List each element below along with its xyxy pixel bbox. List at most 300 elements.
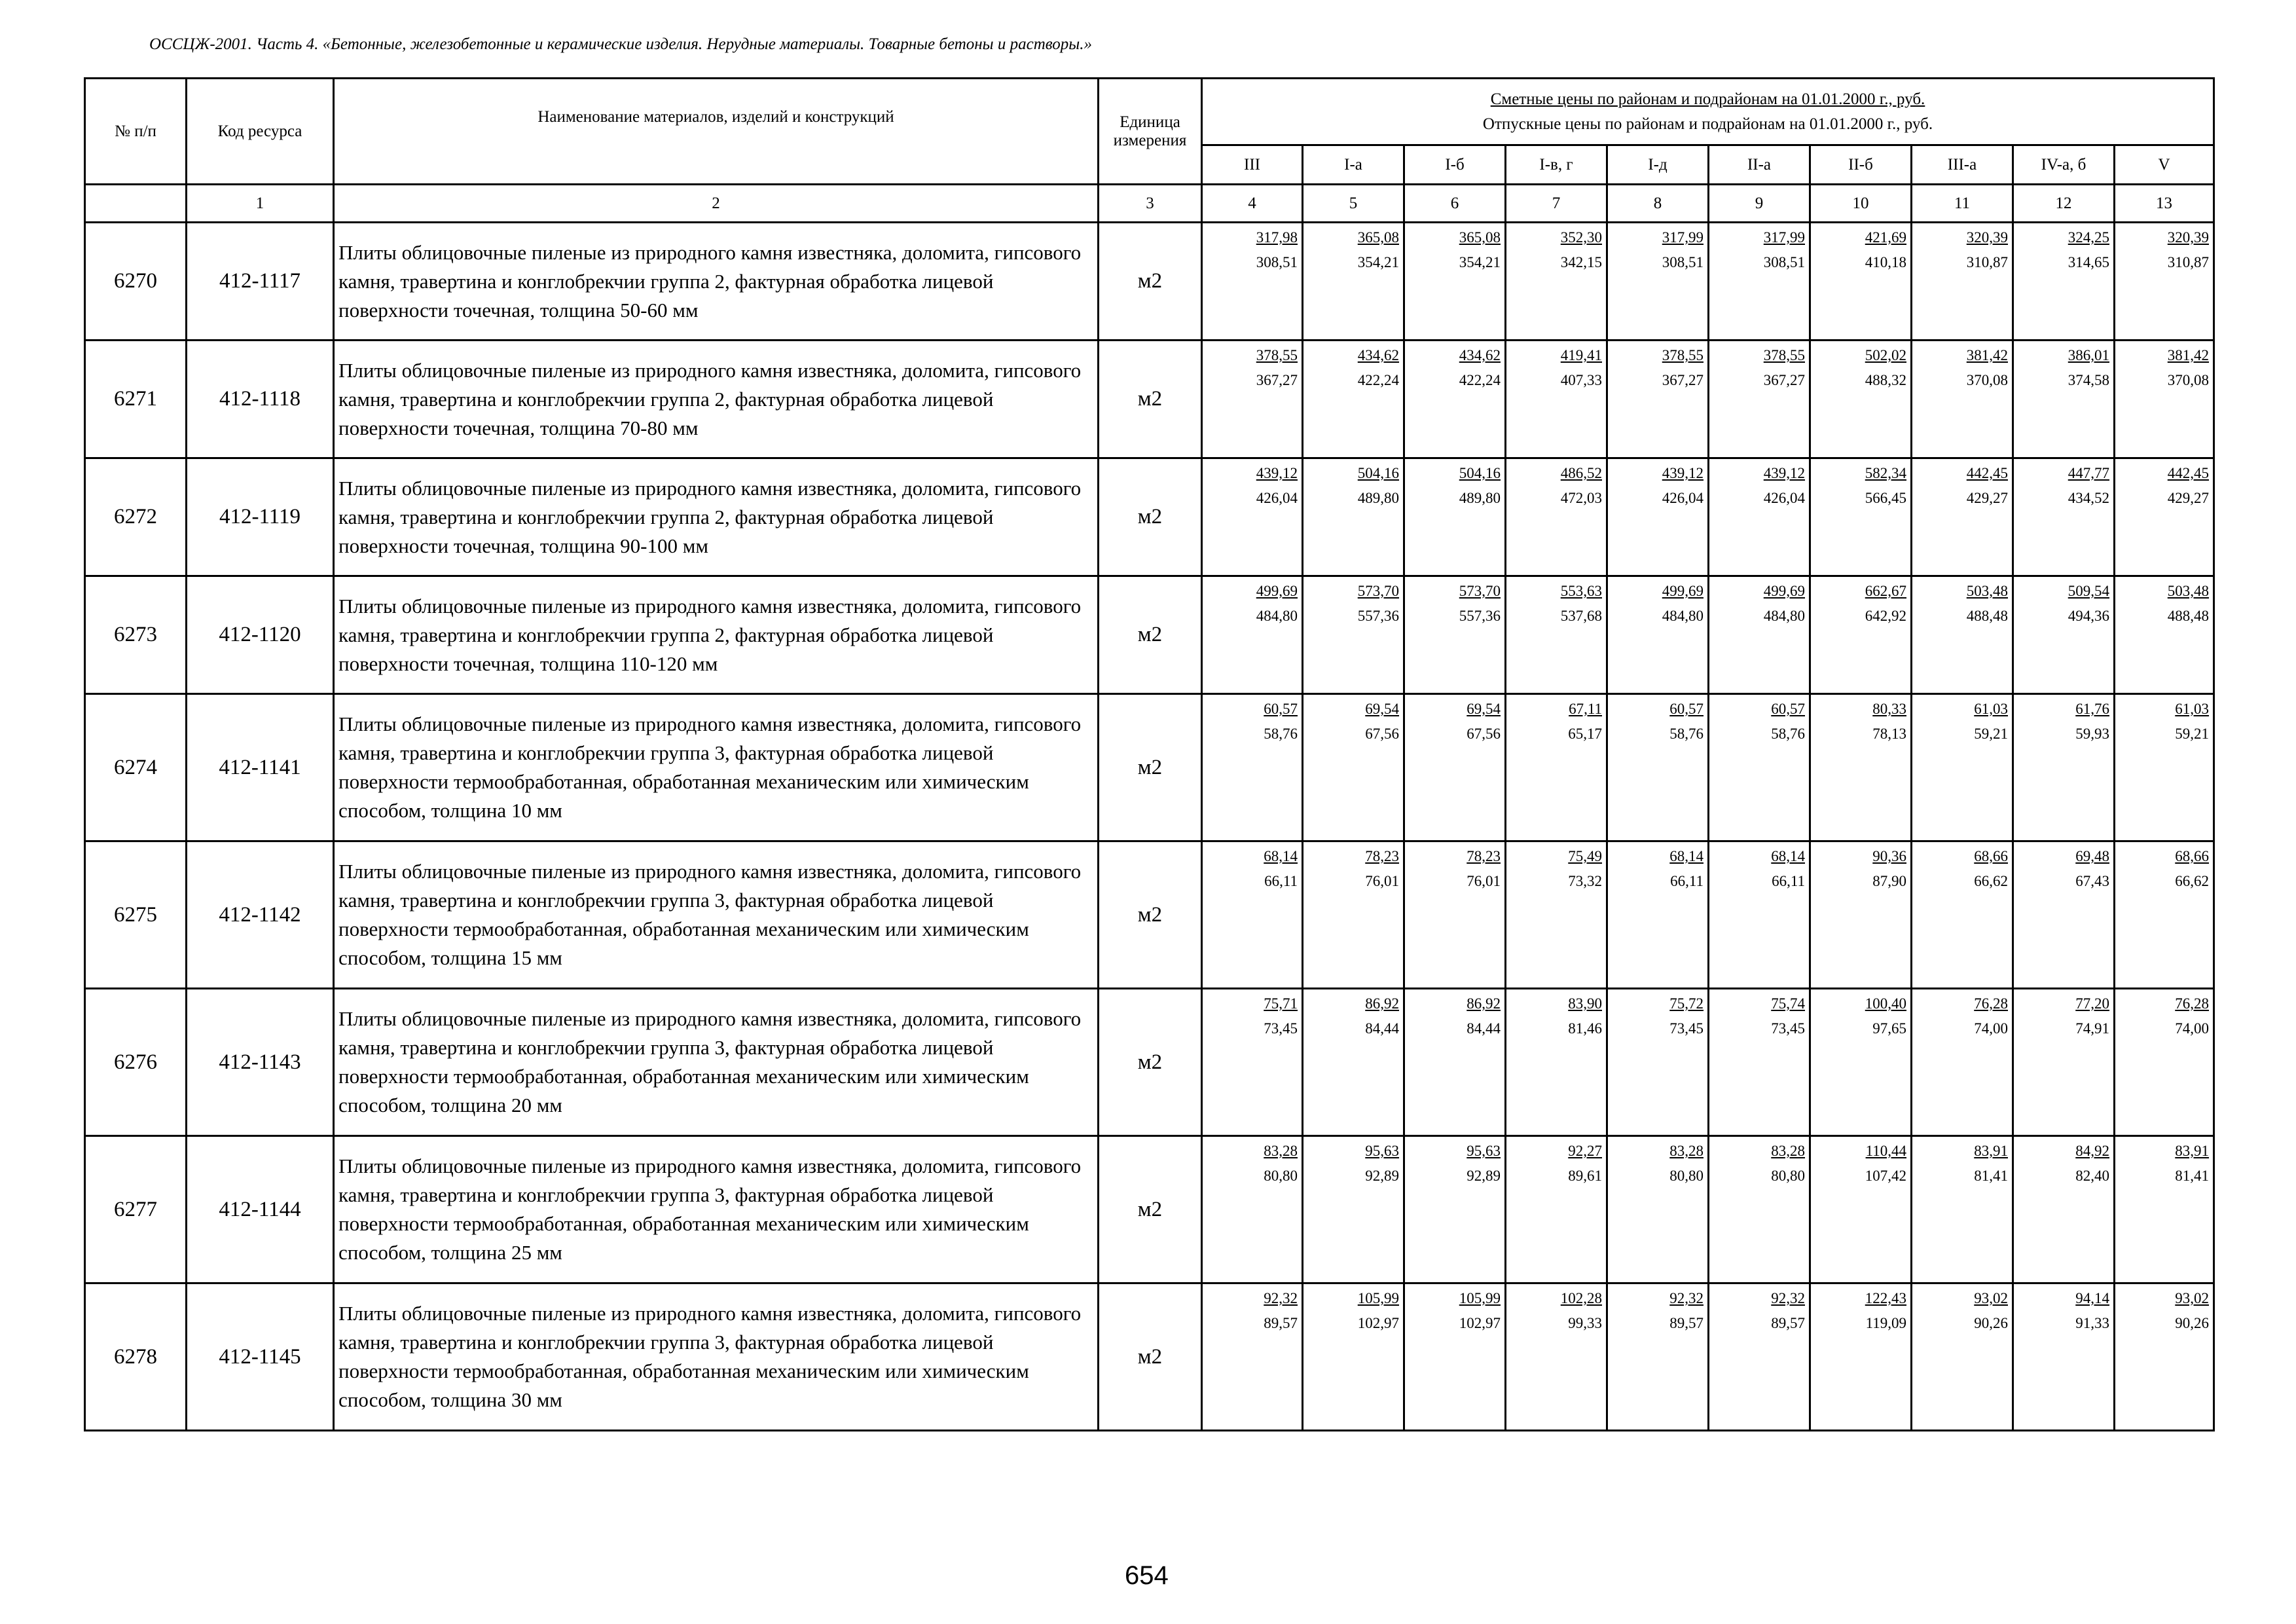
release-price: 73,45: [1771, 1020, 1805, 1037]
price-cell: [1202, 1283, 1303, 1431]
estimate-price: 105,99: [1459, 1290, 1501, 1306]
estimate-price: 386,01: [2068, 347, 2109, 363]
price-cell: [1912, 694, 2013, 841]
release-price: 308,51: [1662, 254, 1704, 270]
release-price: 566,45: [1865, 490, 1906, 506]
estimate-price: 75,74: [1771, 995, 1805, 1012]
price-cell: [1607, 458, 1709, 576]
price-cell: [1810, 1136, 1912, 1283]
price-cell: [1202, 1136, 1303, 1283]
release-price: 81,41: [2175, 1168, 2210, 1184]
release-price: 308,51: [1256, 254, 1298, 270]
unit-of-measure: м2: [1099, 576, 1202, 694]
price-cell: [1912, 841, 2013, 989]
release-price: 484,80: [1763, 608, 1805, 624]
resource-code: 412-1141: [187, 694, 334, 841]
estimate-price: 60,57: [1771, 701, 1805, 717]
estimate-price: 60,57: [1669, 701, 1704, 717]
release-price: 73,45: [1669, 1020, 1704, 1037]
release-price: 92,89: [1467, 1168, 1501, 1184]
price-cell: [1810, 223, 1912, 341]
estimate-price: 317,99: [1763, 229, 1805, 246]
estimate-price: 93,02: [2175, 1290, 2210, 1306]
price-cell: [1607, 1283, 1709, 1431]
resource-code: 412-1119: [187, 458, 334, 576]
row-number: 6275: [85, 841, 187, 989]
price-cell: [1810, 576, 1912, 694]
price-cell: [1303, 341, 1404, 458]
release-price: 87,90: [1872, 873, 1906, 889]
release-price: 367,27: [1256, 372, 1298, 388]
resource-code: 412-1118: [187, 341, 334, 458]
estimate-price: 442,45: [1966, 465, 2008, 481]
release-price: 84,44: [1467, 1020, 1501, 1037]
release-price: 80,80: [1669, 1168, 1704, 1184]
price-cell: [1912, 576, 2013, 694]
price-cell: [1607, 694, 1709, 841]
col-number: 12: [2013, 185, 2115, 223]
estimate-price: 503,48: [2167, 583, 2210, 599]
release-price: 59,93: [2075, 726, 2109, 742]
release-price: 367,27: [1662, 372, 1704, 388]
estimate-price: 67,11: [1569, 701, 1602, 717]
price-cell: [1912, 341, 2013, 458]
release-price: 74,91: [2075, 1020, 2109, 1037]
estimate-price: 439,12: [1763, 465, 1805, 481]
col-number: 8: [1607, 185, 1709, 223]
price-cell: [1404, 576, 1506, 694]
estimate-price: 68,14: [1669, 848, 1704, 864]
unit-of-measure: м2: [1099, 989, 1202, 1136]
price-cell: [1506, 841, 1607, 989]
region-header: II-а: [1709, 145, 1810, 185]
release-price: 119,09: [1865, 1315, 1906, 1331]
estimate-price: 69,54: [1467, 701, 1501, 717]
release-price: 66,62: [1974, 873, 2008, 889]
estimate-price: 95,63: [1365, 1143, 1399, 1159]
estimate-price: 60,57: [1264, 701, 1298, 717]
region-header: III-а: [1912, 145, 2013, 185]
price-cell: [2115, 989, 2214, 1136]
price-cell: [1303, 989, 1404, 1136]
price-cell: [1202, 576, 1303, 694]
price-cell: [1404, 1136, 1506, 1283]
estimate-price: 503,48: [1966, 583, 2008, 599]
release-price: 74,00: [1974, 1020, 2008, 1037]
release-price: 73,45: [1264, 1020, 1298, 1037]
price-cell: [1202, 694, 1303, 841]
estimate-price: 122,43: [1865, 1290, 1906, 1306]
release-price: 484,80: [1662, 608, 1704, 624]
estimate-price: 419,41: [1560, 347, 1602, 363]
price-cell: [1607, 1136, 1709, 1283]
col-number: 3: [1099, 185, 1202, 223]
material-name: Плиты облицовочные пиленые из природного камня известняка, доломита, гипсового камня, травертина и конглобрекчии группа 3, фактурная обработка лицевой поверхности термообработанная, обработанная механическим или химическим способом, толщина 15 мм: [334, 841, 1099, 989]
estimate-price: 365,08: [1459, 229, 1501, 246]
price-cell: [1404, 841, 1506, 989]
estimate-price: 504,16: [1459, 465, 1501, 481]
price-cell: [1506, 576, 1607, 694]
release-price: 422,24: [1459, 372, 1501, 388]
estimate-price: 110,44: [1865, 1143, 1906, 1159]
estimate-price: 378,55: [1763, 347, 1805, 363]
price-cell: [1404, 341, 1506, 458]
price-cell: [1506, 694, 1607, 841]
price-cell: [1709, 223, 1810, 341]
table-row: [85, 1136, 2214, 1283]
estimate-price: 68,14: [1264, 848, 1298, 864]
release-price: 81,46: [1568, 1020, 1602, 1037]
release-price: 89,57: [1771, 1315, 1805, 1331]
unit-of-measure: м2: [1099, 694, 1202, 841]
unit-of-measure: м2: [1099, 223, 1202, 341]
price-cell: [1709, 341, 1810, 458]
release-price: 67,56: [1467, 726, 1501, 742]
release-price: 84,44: [1365, 1020, 1399, 1037]
col-number: 2: [334, 185, 1099, 223]
price-cell: [2115, 694, 2214, 841]
release-price: 370,08: [2167, 372, 2210, 388]
unit-of-measure: м2: [1099, 341, 1202, 458]
price-cell: [1506, 458, 1607, 576]
release-price: 107,42: [1865, 1168, 1906, 1184]
table-row: [85, 458, 2214, 576]
table-row: [85, 576, 2214, 694]
price-cell: [1506, 989, 1607, 1136]
estimate-price: 320,39: [2167, 229, 2210, 246]
price-cell: [1810, 1283, 1912, 1431]
estimate-price: 78,23: [1365, 848, 1399, 864]
estimate-price: 434,62: [1357, 347, 1399, 363]
row-number: 6277: [85, 1136, 187, 1283]
release-price: 488,48: [1966, 608, 2008, 624]
estimate-price: 80,33: [1872, 701, 1906, 717]
release-price: 102,97: [1459, 1315, 1501, 1331]
row-number: 6274: [85, 694, 187, 841]
col-number: 6: [1404, 185, 1506, 223]
estimate-price: 61,76: [2075, 701, 2109, 717]
estimate-price: 105,99: [1357, 1290, 1399, 1306]
price-cell: [2115, 1136, 2214, 1283]
release-price: 422,24: [1357, 372, 1399, 388]
price-table: [84, 77, 2215, 1431]
price-cell: [1607, 841, 1709, 989]
estimate-price: 439,12: [1256, 465, 1298, 481]
row-number: 6272: [85, 458, 187, 576]
price-cell: [1810, 989, 1912, 1136]
col-name-header: Наименование материалов, изделий и конструкций: [334, 79, 1099, 185]
price-cell: [1709, 1136, 1810, 1283]
col-number-empty: [85, 185, 187, 223]
price-cell: [1912, 989, 2013, 1136]
resource-code: 412-1120: [187, 576, 334, 694]
estimate-price: 434,62: [1459, 347, 1501, 363]
estimate-price: 553,63: [1560, 583, 1602, 599]
price-cell: [1303, 1136, 1404, 1283]
release-price: 74,00: [2175, 1020, 2210, 1037]
estimate-price: 582,34: [1865, 465, 1906, 481]
release-price: 99,33: [1568, 1315, 1602, 1331]
estimate-price: 421,69: [1865, 229, 1906, 246]
estimate-price: 92,32: [1771, 1290, 1805, 1306]
release-price: 429,27: [2167, 490, 2210, 506]
price-cell: [1607, 989, 1709, 1136]
material-name: Плиты облицовочные пиленые из природного камня известняка, доломита, гипсового камня, травертина и конглобрекчии группа 3, фактурная обработка лицевой поверхности термообработанная, обработанная механическим или химическим способом, толщина 25 мм: [334, 1136, 1099, 1283]
release-price: 80,80: [1771, 1168, 1805, 1184]
col-number: 1: [187, 185, 334, 223]
price-cell: [1404, 458, 1506, 576]
unit-of-measure: м2: [1099, 841, 1202, 989]
release-price: 91,33: [2075, 1315, 2109, 1331]
estimate-price: 352,30: [1560, 229, 1602, 246]
header-row: [85, 79, 2214, 145]
estimate-price: 92,32: [1264, 1290, 1298, 1306]
col-number: 10: [1810, 185, 1912, 223]
region-header: I-в, г: [1506, 145, 1607, 185]
estimate-price: 378,55: [1662, 347, 1704, 363]
price-cell: [2115, 341, 2214, 458]
release-price: 90,26: [1974, 1315, 2008, 1331]
estimate-price: 75,71: [1264, 995, 1298, 1012]
price-cell: [1303, 576, 1404, 694]
estimate-price: 486,52: [1560, 465, 1602, 481]
row-number: 6276: [85, 989, 187, 1136]
release-price: 537,68: [1560, 608, 1602, 624]
row-number: 6273: [85, 576, 187, 694]
release-price: 78,13: [1872, 726, 1906, 742]
estimate-price: 499,69: [1763, 583, 1805, 599]
estimate-price: 381,42: [2167, 347, 2210, 363]
release-price: 426,04: [1662, 490, 1704, 506]
price-cell: [1810, 341, 1912, 458]
estimate-price: 509,54: [2068, 583, 2109, 599]
estimate-price: 84,92: [2075, 1143, 2109, 1159]
release-price: 557,36: [1357, 608, 1399, 624]
price-cell: [1202, 341, 1303, 458]
release-price: 374,58: [2068, 372, 2109, 388]
price-cell: [2115, 576, 2214, 694]
price-cell: [1506, 1136, 1607, 1283]
region-header: III: [1202, 145, 1303, 185]
price-cell: [1810, 694, 1912, 841]
material-name: Плиты облицовочные пиленые из природного камня известняка, доломита, гипсового камня, травертина и конглобрекчии группа 3, фактурная обработка лицевой поверхности термообработанная, обработанная механическим или химическим способом, толщина 10 мм: [334, 694, 1099, 841]
prices-header: [1202, 79, 2214, 145]
col-num-header: № п/п: [85, 79, 187, 185]
price-cell: [1202, 989, 1303, 1136]
col-number: 4: [1202, 185, 1303, 223]
price-cell: [1912, 1283, 2013, 1431]
document-header: ОССЦЖ-2001. Часть 4. «Бетонные, железобетонные и керамические изделия. Нерудные материалы. Товарные бетоны и растворы.»: [149, 35, 1092, 53]
estimate-price: 86,92: [1467, 995, 1501, 1012]
release-price: 410,18: [1865, 254, 1906, 270]
estimate-price: 317,98: [1256, 229, 1298, 246]
estimate-price: 317,99: [1662, 229, 1704, 246]
price-cell: [2013, 1136, 2115, 1283]
estimate-price: 68,66: [1974, 848, 2008, 864]
price-cell: [1709, 1283, 1810, 1431]
release-price: 489,80: [1357, 490, 1399, 506]
estimate-price: 83,91: [1974, 1143, 2008, 1159]
price-cell: [1912, 458, 2013, 576]
estimate-price: 68,66: [2175, 848, 2210, 864]
row-number: 6271: [85, 341, 187, 458]
material-name: Плиты облицовочные пиленые из природного камня известняка, доломита, гипсового камня, травертина и конглобрекчии группа 2, фактурная обработка лицевой поверхности точечная, толщина 90-100 мм: [334, 458, 1099, 576]
release-price: 76,01: [1365, 873, 1399, 889]
col-number: 5: [1303, 185, 1404, 223]
release-price: 66,11: [1670, 873, 1704, 889]
estimate-price: 381,42: [1966, 347, 2008, 363]
price-cell: [1506, 223, 1607, 341]
release-price: 354,21: [1459, 254, 1501, 270]
estimate-price: 439,12: [1662, 465, 1704, 481]
price-cell: [2115, 458, 2214, 576]
region-header: IV-а, б: [2013, 145, 2115, 185]
estimate-price: 442,45: [2167, 465, 2210, 481]
price-cell: [2013, 223, 2115, 341]
estimate-price: 75,49: [1568, 848, 1602, 864]
estimate-price: 573,70: [1459, 583, 1501, 599]
price-cell: [2013, 341, 2115, 458]
estimate-price: 447,77: [2068, 465, 2109, 481]
estimate-price: 83,90: [1568, 995, 1602, 1012]
price-cell: [1202, 458, 1303, 576]
price-cell: [1607, 223, 1709, 341]
price-cell: [1303, 1283, 1404, 1431]
price-cell: [1303, 223, 1404, 341]
estimate-price: 90,36: [1872, 848, 1906, 864]
release-price: 310,87: [1966, 254, 2008, 270]
release-price: 58,76: [1669, 726, 1704, 742]
release-price: 488,32: [1865, 372, 1906, 388]
release-price: 308,51: [1763, 254, 1805, 270]
price-cell: [1506, 341, 1607, 458]
unit-of-measure: м2: [1099, 1283, 1202, 1431]
price-cell: [2013, 576, 2115, 694]
price-cell: [2013, 841, 2115, 989]
estimate-price: 86,92: [1365, 995, 1399, 1012]
table-row: [85, 1283, 2214, 1431]
release-price: 472,03: [1560, 490, 1602, 506]
release-price: 73,32: [1568, 873, 1602, 889]
col-number: 9: [1709, 185, 1810, 223]
price-cell: [1202, 223, 1303, 341]
region-header: I-а: [1303, 145, 1404, 185]
price-cell: [1709, 576, 1810, 694]
table-row: [85, 694, 2214, 841]
material-name: Плиты облицовочные пиленые из природного камня известняка, доломита, гипсового камня, травертина и конглобрекчии группа 2, фактурная обработка лицевой поверхности точечная, толщина 50-60 мм: [334, 223, 1099, 341]
price-cell: [1709, 694, 1810, 841]
estimate-price: 78,23: [1467, 848, 1501, 864]
release-price: 66,62: [2175, 873, 2210, 889]
page-number: 654: [1125, 1561, 1169, 1590]
resource-code: 412-1145: [187, 1283, 334, 1431]
release-price: 92,89: [1365, 1168, 1399, 1184]
release-price: 642,92: [1865, 608, 1906, 624]
estimate-price: 61,03: [1974, 701, 2008, 717]
resource-code: 412-1143: [187, 989, 334, 1136]
price-cell: [2115, 1283, 2214, 1431]
estimate-price: 83,28: [1771, 1143, 1805, 1159]
estimate-price: 92,27: [1568, 1143, 1602, 1159]
row-number: 6278: [85, 1283, 187, 1431]
release-price: 67,43: [2075, 873, 2109, 889]
region-header: I-б: [1404, 145, 1506, 185]
release-price: 82,40: [2075, 1168, 2109, 1184]
release-price: 314,65: [2068, 254, 2109, 270]
release-price: 557,36: [1459, 608, 1501, 624]
estimate-price: 83,28: [1669, 1143, 1704, 1159]
material-name: Плиты облицовочные пиленые из природного камня известняка, доломита, гипсового камня, травертина и конглобрекчии группа 3, фактурная обработка лицевой поверхности термообработанная, обработанная механическим или химическим способом, толщина 20 мм: [334, 989, 1099, 1136]
price-cell: [1607, 341, 1709, 458]
prices-title-estimate: Сметные цены по районам и подрайонам на 01.01.2000 г., руб.: [1490, 90, 1925, 108]
price-cell: [1303, 458, 1404, 576]
price-cell: [1404, 989, 1506, 1136]
release-price: 370,08: [1966, 372, 2008, 388]
price-cell: [1709, 989, 1810, 1136]
estimate-price: 573,70: [1357, 583, 1399, 599]
release-price: 407,33: [1560, 372, 1602, 388]
estimate-price: 662,67: [1865, 583, 1906, 599]
release-price: 97,65: [1872, 1020, 1906, 1037]
region-header: V: [2115, 145, 2214, 185]
release-price: 367,27: [1763, 372, 1805, 388]
price-cell: [1303, 841, 1404, 989]
col-number: 7: [1506, 185, 1607, 223]
material-name: Плиты облицовочные пиленые из природного камня известняка, доломита, гипсового камня, травертина и конглобрекчии группа 2, фактурная обработка лицевой поверхности точечная, толщина 110-120 мм: [334, 576, 1099, 694]
table-row: [85, 989, 2214, 1136]
price-cell: [2013, 1283, 2115, 1431]
estimate-price: 77,20: [2075, 995, 2109, 1012]
price-cell: [1303, 694, 1404, 841]
release-price: 488,48: [2167, 608, 2210, 624]
price-cell: [1607, 576, 1709, 694]
release-price: 89,61: [1568, 1168, 1602, 1184]
unit-of-measure: м2: [1099, 458, 1202, 576]
price-cell: [1912, 1136, 2013, 1283]
release-price: 65,17: [1568, 726, 1602, 742]
release-price: 484,80: [1256, 608, 1298, 624]
estimate-price: 83,91: [2175, 1143, 2210, 1159]
release-price: 102,97: [1357, 1315, 1399, 1331]
price-cell: [1506, 1283, 1607, 1431]
release-price: 426,04: [1763, 490, 1805, 506]
release-price: 434,52: [2068, 490, 2109, 506]
release-price: 354,21: [1357, 254, 1399, 270]
release-price: 429,27: [1966, 490, 2008, 506]
price-cell: [1404, 1283, 1506, 1431]
price-cell: [1709, 458, 1810, 576]
release-price: 67,56: [1365, 726, 1399, 742]
estimate-price: 69,54: [1365, 701, 1399, 717]
release-price: 76,01: [1467, 873, 1501, 889]
region-header: I-д: [1607, 145, 1709, 185]
estimate-price: 504,16: [1357, 465, 1399, 481]
estimate-price: 324,25: [2068, 229, 2109, 246]
estimate-price: 69,48: [2075, 848, 2109, 864]
unit-of-measure: м2: [1099, 1136, 1202, 1283]
table-row: [85, 341, 2214, 458]
table-row: [85, 223, 2214, 341]
release-price: 66,11: [1264, 873, 1298, 889]
resource-code: 412-1142: [187, 841, 334, 989]
estimate-price: 365,08: [1357, 229, 1399, 246]
release-price: 80,80: [1264, 1168, 1298, 1184]
price-cell: [1709, 841, 1810, 989]
price-cell: [1912, 223, 2013, 341]
price-cell: [2115, 841, 2214, 989]
estimate-price: 93,02: [1974, 1290, 2008, 1306]
estimate-price: 75,72: [1669, 995, 1704, 1012]
